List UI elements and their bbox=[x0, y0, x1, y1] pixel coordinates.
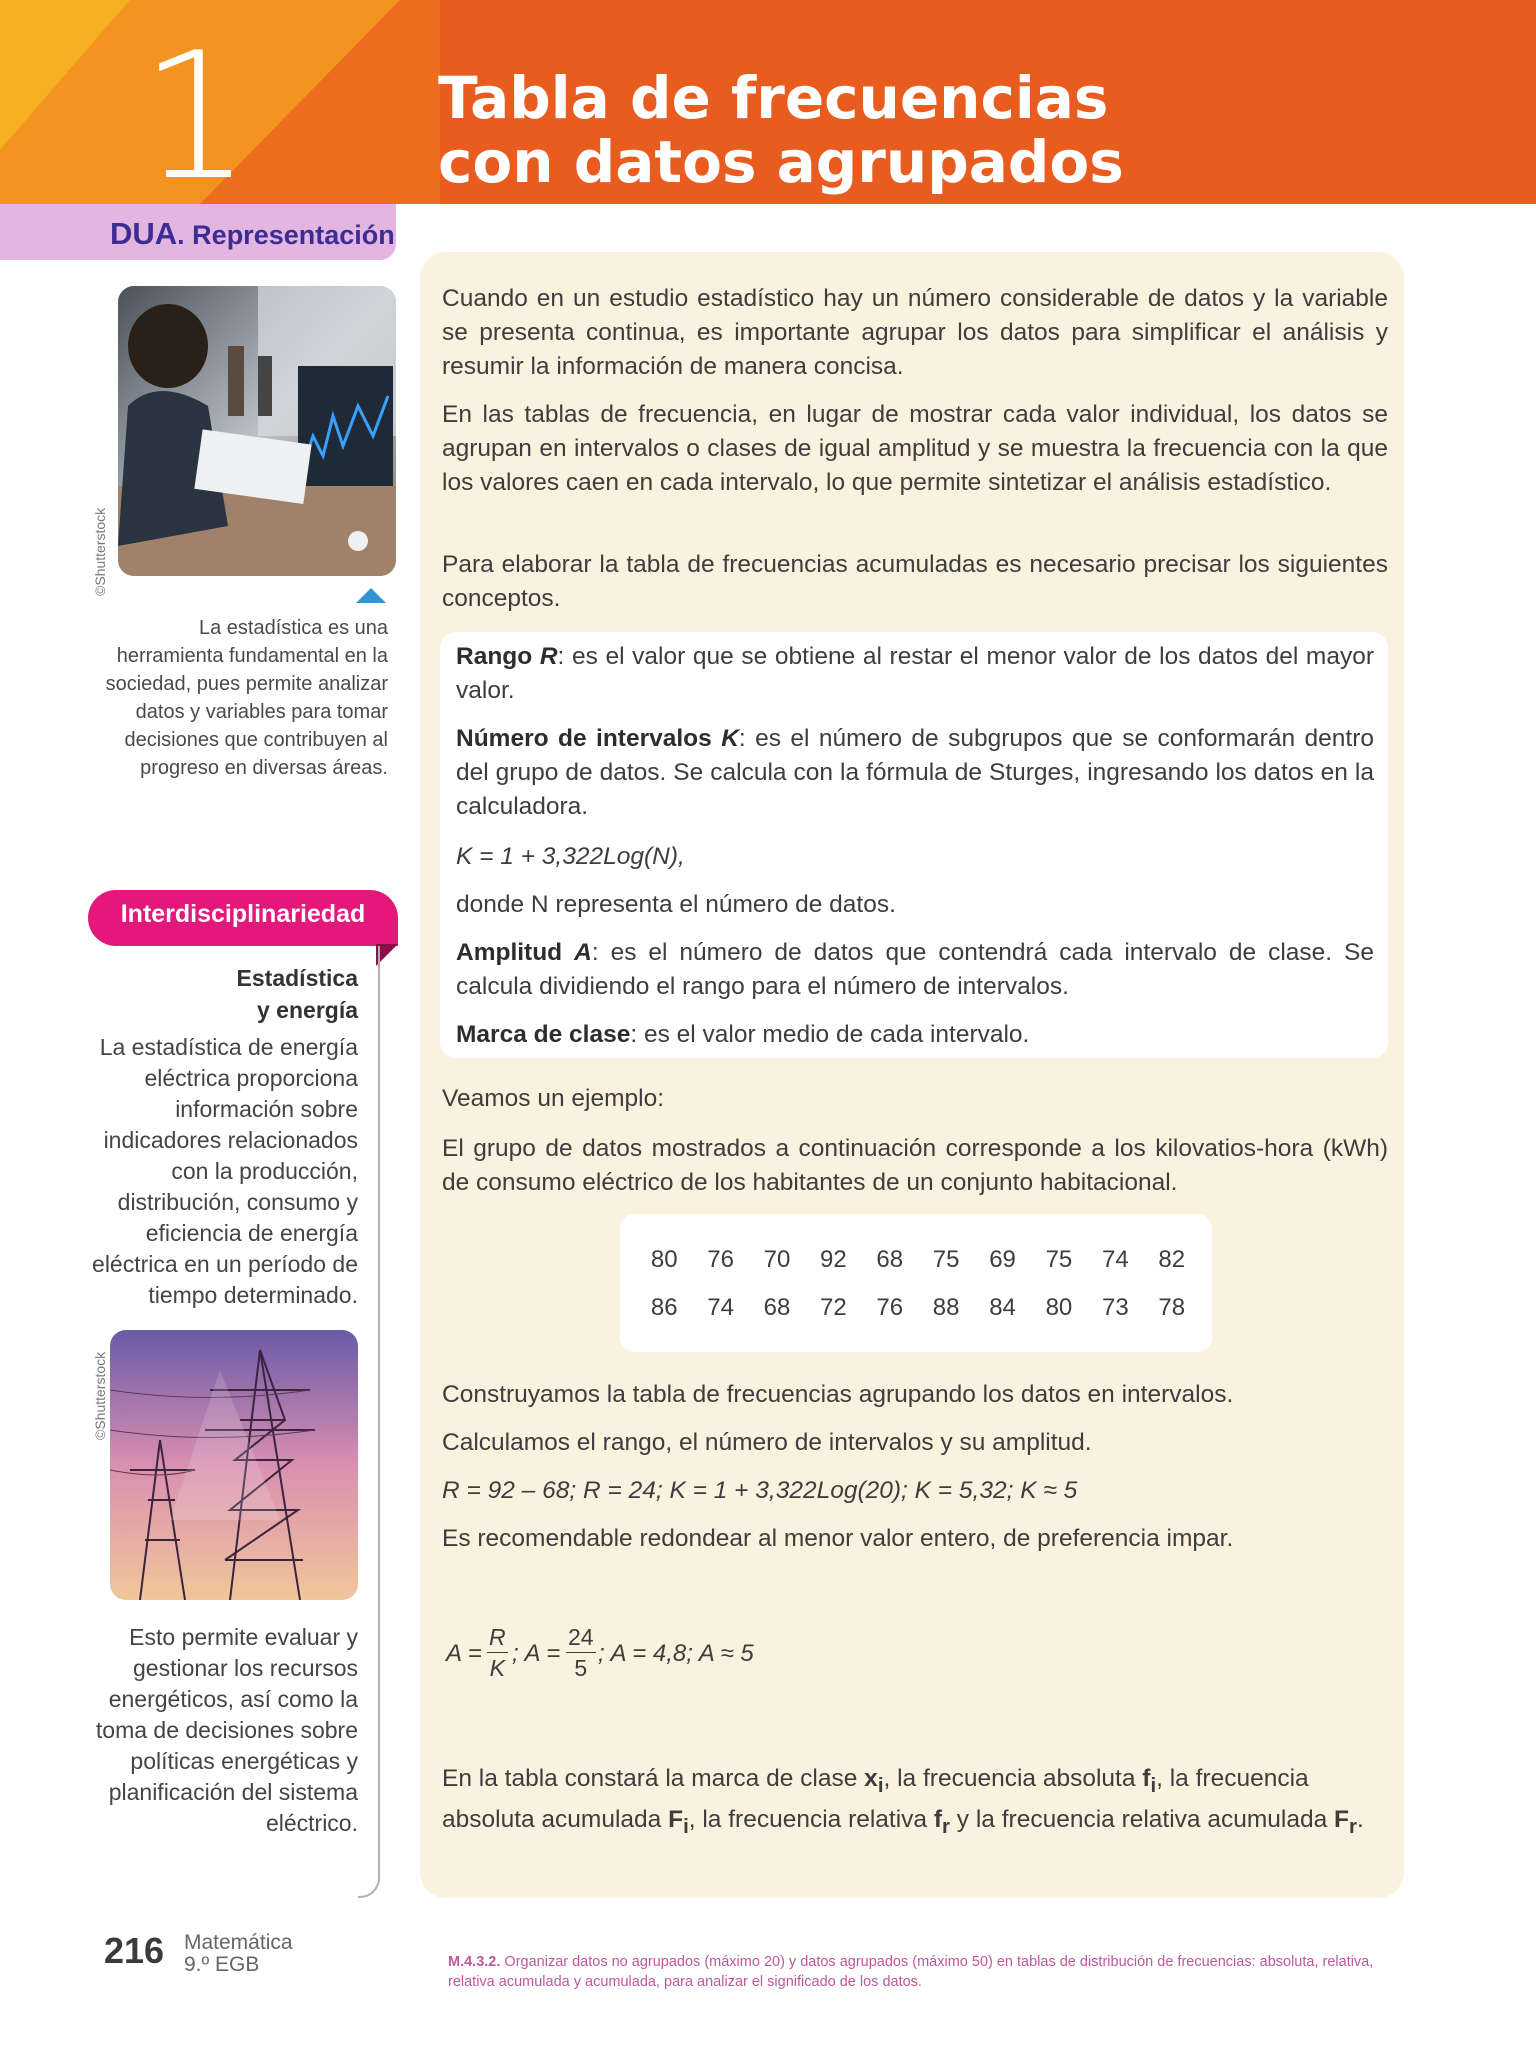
symbol-fi: f bbox=[1142, 1765, 1151, 1792]
calc-text: Calculamos el rango, el número de intervalos y su amplitud. bbox=[442, 1429, 1092, 1456]
data-value: 78 bbox=[1158, 1294, 1186, 1321]
sidebar-rule bbox=[358, 946, 380, 1898]
data-value: 72 bbox=[820, 1294, 847, 1321]
curriculum-note bbox=[448, 1952, 1394, 1992]
office-photo bbox=[118, 286, 396, 576]
interdisciplinary-text-2: Esto permite evaluar y gestionar los recursos energéticos, así como la toma de decisiones sobre políticas energéticas y planificación del sistema eléctrico. bbox=[95, 1624, 358, 1836]
donde-text: donde N representa el número de datos. bbox=[456, 891, 896, 918]
intervalos-definition: : es el número de subgrupos que se conformarán dentro del grupo de datos. Se calcula con la fórmula de Sturges, ingresando los datos en la calculadora. bbox=[456, 725, 1374, 820]
round-text: Es recomendable redondear al menor valor entero, de preferencia impar. bbox=[442, 1525, 1234, 1552]
marca-definition: : es el valor medio de cada intervalo. bbox=[630, 1021, 1030, 1048]
subject-line-2: 9.º EGB bbox=[184, 1953, 260, 1976]
curriculum-text: Organizar datos no agrupados (máximo 20) y datos agrupados (máximo 50) en tablas de distribución de frecuencias: absoluta, relativa, relativa acumulada y acumulada, para analizar el significado de los datos. bbox=[448, 1954, 1374, 1990]
dua-text: . Representación bbox=[177, 220, 395, 250]
symbol-Fr: F bbox=[1334, 1805, 1350, 1833]
interdisciplinary-heading bbox=[150, 962, 358, 1026]
amplitud-term: Amplitud bbox=[456, 939, 575, 966]
intervalos-term: Número de intervalos bbox=[456, 725, 722, 752]
concept-amplitud bbox=[456, 936, 1374, 1004]
photo-credit-power: ©Shutterstock bbox=[92, 1351, 108, 1440]
final-text-part: y la frecuencia relativa acumulada bbox=[950, 1805, 1335, 1833]
data-row-1 bbox=[636, 1246, 1200, 1274]
data-value: 68 bbox=[763, 1294, 791, 1321]
final-text-part: En la tabla constará la marca de clase bbox=[442, 1765, 865, 1792]
page-title bbox=[438, 66, 1498, 194]
heading-line-1: Estadística bbox=[236, 965, 358, 991]
amplitude-eq-start: A = bbox=[446, 1640, 482, 1667]
data-value: 69 bbox=[989, 1246, 1016, 1273]
data-value: 76 bbox=[707, 1246, 734, 1273]
interdisciplinary-text-1: La estadística de energía eléctrica proporciona información sobre indicadores relacionados con la producción, distribución, consumo y eficiencia de energía eléctrica en un período de tiempo determinado. bbox=[92, 1034, 358, 1308]
construct-text: Construyamos la tabla de frecuencias agrupando los datos en intervalos. bbox=[442, 1381, 1234, 1408]
dua-bold: DUA bbox=[110, 216, 178, 251]
data-value: 82 bbox=[1158, 1246, 1186, 1273]
fraction-denominator: 5 bbox=[574, 1655, 588, 1681]
chapter-header bbox=[0, 0, 1536, 204]
intro-paragraph-3: Para elaborar la tabla de frecuencias acumuladas es necesario precisar los siguientes conceptos. bbox=[442, 551, 1388, 612]
concept-intervalos bbox=[456, 722, 1374, 824]
intro-paragraph-2: En las tablas de frecuencia, en lugar de mostrar cada valor individual, los datos se agrupan en intervalos o clases de igual amplitud y se muestra la frecuencia con la que los valores caen en cada intervalo, lo que permite sintetizar el análisis estadístico. bbox=[442, 401, 1388, 496]
final-text-part: , la frecuencia absoluta bbox=[883, 1765, 1143, 1792]
data-row-2 bbox=[636, 1294, 1200, 1322]
title-line-2: con datos agrupados bbox=[438, 128, 1124, 196]
subject-line-1: Matemática bbox=[184, 1931, 293, 1954]
data-value: 70 bbox=[763, 1246, 791, 1273]
dua-label bbox=[110, 216, 395, 252]
curriculum-code: M.4.3.2. bbox=[448, 1954, 501, 1970]
symbol-xi: x bbox=[864, 1765, 878, 1792]
data-value: 68 bbox=[876, 1246, 904, 1273]
final-text-part: , la frecuencia absoluta acumulada bbox=[442, 1765, 1309, 1833]
triangle-pointer-icon bbox=[356, 588, 386, 603]
subscript-r: r bbox=[1349, 1815, 1357, 1838]
intro-paragraph-1: Cuando en un estudio estadístico hay un número considerable de datos y la variable se presenta continua, es importante agrupar los datos para simplificar el análisis y resumir la información de manera concisa. bbox=[442, 285, 1388, 380]
sturges-formula: K = 1 + 3,322Log(N), bbox=[456, 843, 685, 870]
heading-line-2: y energía bbox=[257, 997, 358, 1023]
footer-subject bbox=[184, 1932, 293, 1976]
data-value: 76 bbox=[876, 1294, 904, 1321]
amplitude-eq-mid: ; A = bbox=[512, 1640, 561, 1667]
data-value: 86 bbox=[650, 1294, 678, 1321]
amplitud-var: A bbox=[574, 939, 592, 966]
final-text bbox=[442, 1762, 1388, 1844]
power-lines-photo bbox=[110, 1330, 358, 1600]
data-value: 75 bbox=[932, 1246, 960, 1273]
example-text: El grupo de datos mostrados a continuación corresponde a los kilovatios-hora (kWh) de consumo eléctrico de los habitantes de un conjunto habitacional. bbox=[442, 1135, 1388, 1196]
amplitude-eq-end: ; A = 4,8; A ≈ 5 bbox=[598, 1640, 754, 1667]
fraction-denominator: K bbox=[489, 1655, 505, 1681]
data-value: 74 bbox=[1101, 1246, 1129, 1273]
office-photo-caption: La estadística es una herramienta fundamental en la sociedad, pues permite analizar datos y variables para tomar decisiones que contribuyen al progreso en diversas áreas. bbox=[105, 617, 388, 779]
final-text-part: . bbox=[1356, 1805, 1364, 1833]
subscript-i: i bbox=[1150, 1774, 1157, 1797]
data-value: 84 bbox=[989, 1294, 1016, 1321]
final-text-part: , la frecuencia relativa bbox=[688, 1805, 934, 1833]
data-value: 75 bbox=[1045, 1246, 1073, 1273]
data-value: 73 bbox=[1101, 1294, 1129, 1321]
fraction-numerator: R bbox=[487, 1622, 508, 1653]
page-number: 216 bbox=[104, 1930, 165, 1971]
calc-formula: R = 92 – 68; R = 24; K = 1 + 3,322Log(20); K = 5,32; K ≈ 5 bbox=[442, 1477, 1078, 1504]
fraction-numerator: 24 bbox=[566, 1622, 596, 1653]
data-value: 80 bbox=[650, 1246, 678, 1273]
amplitud-definition: : es el número de datos que contendrá cada intervalo de clase. Se calcula dividiendo el rango para el número de intervalos. bbox=[456, 939, 1374, 1000]
rango-var: R bbox=[539, 643, 558, 670]
fraction-r-over-k bbox=[487, 1622, 508, 1683]
concept-marca bbox=[456, 1018, 1374, 1052]
photo-credit-office: ©Shutterstock bbox=[92, 507, 108, 596]
fraction-24-over-5 bbox=[566, 1622, 596, 1683]
data-value: 74 bbox=[707, 1294, 734, 1321]
data-value: 88 bbox=[932, 1294, 960, 1321]
interdisciplinary-label: Interdisciplinariedad bbox=[120, 900, 366, 928]
subscript-i: i bbox=[683, 1815, 689, 1838]
rango-definition: : es el valor que se obtiene al restar el menor valor de los datos del mayor valor. bbox=[456, 643, 1374, 704]
concept-rango bbox=[456, 640, 1374, 708]
data-value: 80 bbox=[1045, 1294, 1073, 1321]
subscript-r: r bbox=[942, 1815, 950, 1838]
symbol-Fi: F bbox=[668, 1805, 684, 1833]
intervalos-var: K bbox=[721, 725, 739, 752]
symbol-fr: f bbox=[933, 1805, 943, 1833]
subscript-i: i bbox=[877, 1774, 884, 1797]
data-value: 92 bbox=[820, 1246, 847, 1273]
marca-term: Marca de clase bbox=[456, 1021, 631, 1048]
example-intro: Veamos un ejemplo: bbox=[442, 1085, 664, 1112]
rango-term: Rango bbox=[456, 643, 540, 670]
data-box bbox=[620, 1214, 1212, 1352]
title-line-1: Tabla de frecuencias bbox=[438, 64, 1109, 132]
chapter-number: 1 bbox=[140, 16, 252, 204]
